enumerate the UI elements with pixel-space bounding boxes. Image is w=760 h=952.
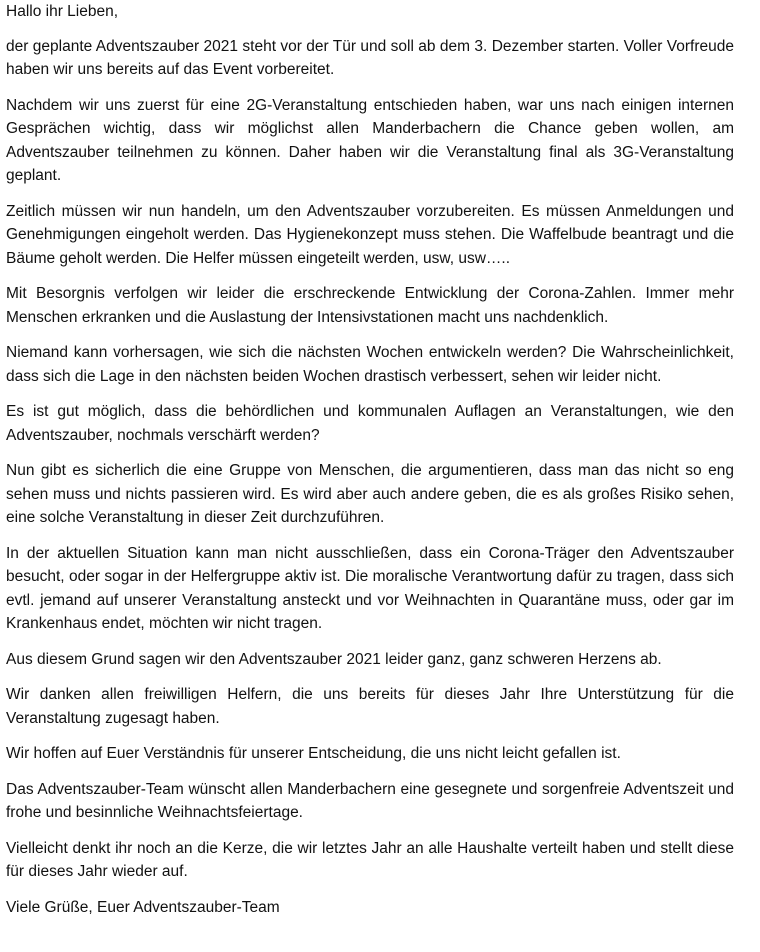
letter-paragraph: Vielleicht denkt ihr noch an die Kerze, die wir letztes Jahr an alle Haushalte verteilt haben und stellt diese für dieses Jahr wieder auf. <box>6 839 734 880</box>
letter-paragraph: Wir danken allen freiwilligen Helfern, die uns bereits für dieses Jahr Ihre Unterstützung für die Veranstaltung zugesagt haben. <box>6 686 734 727</box>
letter-closing: Viele Grüße, Euer Adventszauber-Team <box>6 898 280 916</box>
letter-paragraph: Das Adventszauber-Team wünscht allen Manderbachern eine gesegnete und sorgenfreie Adventszeit und frohe und besinnliche Weihnachtsfeiertage. <box>6 780 734 821</box>
letter-paragraph: In der aktuellen Situation kann man nicht ausschließen, dass ein Corona-Träger den Adventszauber besucht, oder sogar in der Helfergruppe aktiv ist. Die moralische Verantwortung dafür zu tragen, dass sich evtl. jemand auf unserer Veranstaltung ansteckt und vor Weihnachten in Quarantäne muss, oder gar im Krankenhaus endet, möchten wir nicht tragen. <box>6 544 734 632</box>
letter-paragraph: Es ist gut möglich, dass die behördlichen und kommunalen Auflagen an Veranstaltungen, wie den Adventszauber, nochmals verschärft werden? <box>6 403 734 444</box>
letter-greeting: Hallo ihr Lieben, <box>6 3 119 20</box>
letter-paragraph: Nun gibt es sicherlich die eine Gruppe von Menschen, die argumentieren, dass man das nicht so eng sehen muss und nichts passieren wird. Es wird aber auch andere geben, die es als großes Risiko sehen, eine solche Veranstaltung in dieser Zeit durchzuführen. <box>6 462 734 526</box>
letter-paragraph: Niemand kann vorhersagen, wie sich die nächsten Wochen entwickeln werden? Die Wahrscheinlichkeit, dass sich die Lage in den nächsten beiden Wochen drastisch verbessert, sehen wir leider nicht. <box>6 344 734 385</box>
letter-paragraph: Zeitlich müssen wir nun handeln, um den Adventszauber vorzubereiten. Es müssen Anmeldungen und Genehmigungen eingeholt werden. Das Hygienekonzept muss stehen. Die Waffelbude beantragt und die Bäume geholt werden. Die Helfer müssen eingeteilt werden, usw, usw….. <box>6 202 734 267</box>
letter-paragraph: Wir hoffen auf Euer Verständnis für unserer Entscheidung, die uns nicht leicht gefallen ist. <box>6 745 621 762</box>
letter-paragraph: der geplante Adventszauber 2021 steht vor der Tür und soll ab dem 3. Dezember starten. Voller Vorfreude haben wir uns bereits auf das Event vorbereitet. <box>6 37 734 78</box>
letter-paragraph: Nachdem wir uns zuerst für eine 2G-Veranstaltung entschieden haben, war uns nach einigen internen Gesprächen wichtig, dass wir möglichst allen Manderbachern die Chance geben wollen, am Adventszauber teilnehmen zu können. Daher haben wir die Veranstaltung final als 3G-Veranstaltung geplant. <box>6 96 734 184</box>
letter-paragraph: Mit Besorgnis verfolgen wir leider die erschreckende Entwicklung der Corona-Zahlen. Immer mehr Menschen erkranken und die Auslastung der Intensivstationen macht uns nachdenklich. <box>6 285 734 326</box>
letter-document <box>6 0 734 931</box>
letter-paragraph: Aus diesem Grund sagen wir den Adventszauber 2021 leider ganz, ganz schweren Herzens ab. <box>6 650 662 668</box>
